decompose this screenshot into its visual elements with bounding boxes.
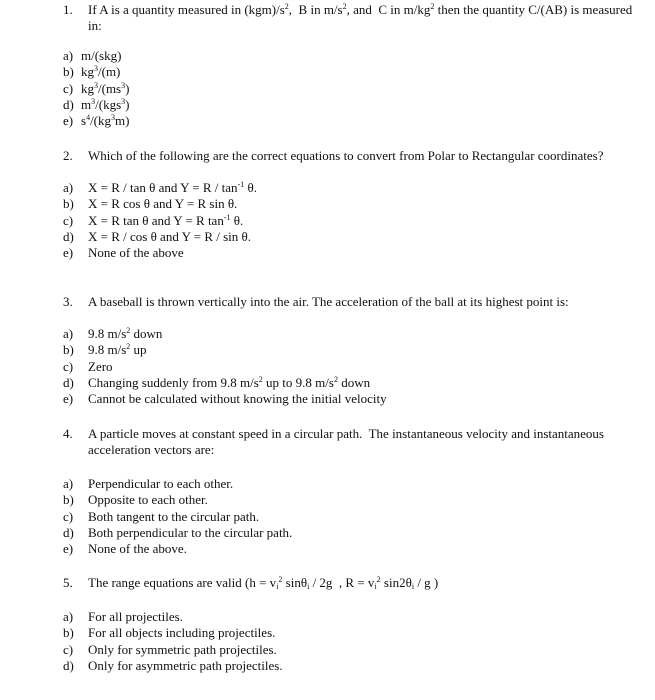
question-stem	[0, 426, 655, 458]
question-text: A baseball is thrown vertically into the air. The acceleration of the ball at its highest point is:	[88, 294, 569, 309]
options-list	[0, 476, 655, 557]
option-c: c) $kg^3/(ms^3)$	[63, 80, 130, 96]
option-b: b) $kg^3/(m)$	[63, 64, 121, 80]
question-number: 5.	[63, 575, 73, 590]
option-b: b) 9.8 $m/s^2$ up	[63, 342, 147, 358]
option-d: d) Changing suddenly from 9.8 $m/s^2$ up to 9.8 $m/s^2$ down	[63, 374, 371, 390]
option-c: c) Only for symmetric path projectiles.	[63, 641, 277, 657]
question-2	[0, 148, 655, 261]
question-number: 2.	[63, 148, 73, 163]
option-b: b) X = R cos θ and Y = R sin θ.	[63, 196, 238, 212]
question-4	[0, 426, 655, 557]
option-e: e) None of the above.	[63, 541, 187, 557]
question-stem	[0, 294, 655, 310]
question-3	[0, 294, 655, 407]
option-e: e) Cannot be calculated without knowing the initial velocity	[63, 391, 387, 407]
question-5	[0, 575, 655, 674]
question-stem	[0, 148, 655, 164]
question-number: 1.	[63, 2, 73, 17]
question-text: Which of the following are the correct equations to convert from Polar to Rectangular coordinates?	[88, 148, 604, 163]
options-list	[0, 609, 655, 674]
options-list	[0, 326, 655, 407]
option-a: a) m/(skg)	[63, 48, 122, 63]
option-a: a) 9.8 $m/s^2$ down	[63, 326, 163, 341]
options-list	[0, 180, 655, 261]
option-b: b) Opposite to each other.	[63, 492, 208, 508]
option-a: a) Perpendicular to each other.	[63, 476, 234, 491]
option-e: e) $s^4/(kg^3m)$	[63, 113, 130, 129]
question-1	[0, 2, 655, 129]
option-c: c) Both tangent to the circular path.	[63, 508, 260, 524]
question-number: 3.	[63, 294, 73, 309]
question-stem	[0, 575, 655, 591]
option-c: c) X = R tan θ and Y = R $\tan^{-1} \theta$.	[63, 212, 244, 228]
question-text: A particle moves at constant speed in a circular path. The instantaneous velocity and instantaneous acceleration vectors are:	[88, 426, 604, 457]
option-d: d) X = R / cos θ and Y = R / sin θ.	[63, 228, 252, 244]
question-number: 4.	[63, 426, 73, 441]
options-list	[0, 48, 655, 129]
option-d: d) Only for asymmetric path projectiles.	[63, 657, 283, 673]
question-stem	[0, 2, 655, 34]
option-b: b) For all objects including projectiles.	[63, 625, 276, 641]
question-text: If A is a quantity measured in $(kgm)/s^2$, B in $m/s^2$, and C in $m/kg^2$ then the quantity C/(AB) is measured in:	[88, 2, 633, 33]
option-d: d) Both perpendicular to the circular path.	[63, 524, 293, 540]
option-e: e) None of the above	[63, 245, 184, 261]
option-d: d) $m^3/(kgs^3)$	[63, 96, 130, 112]
option-a: a) For all projectiles.	[63, 609, 183, 624]
option-a: a) X = R / tan θ and $Y = R / \tan^{-1} \theta$.	[63, 180, 257, 195]
question-text: The range equations are valid ($h = v_i^2$ sinθ$_i$ / 2g , $R = v_i^2$ $\sin 2\theta_i$ / g )	[88, 575, 439, 591]
option-c: c) Zero	[63, 358, 113, 374]
